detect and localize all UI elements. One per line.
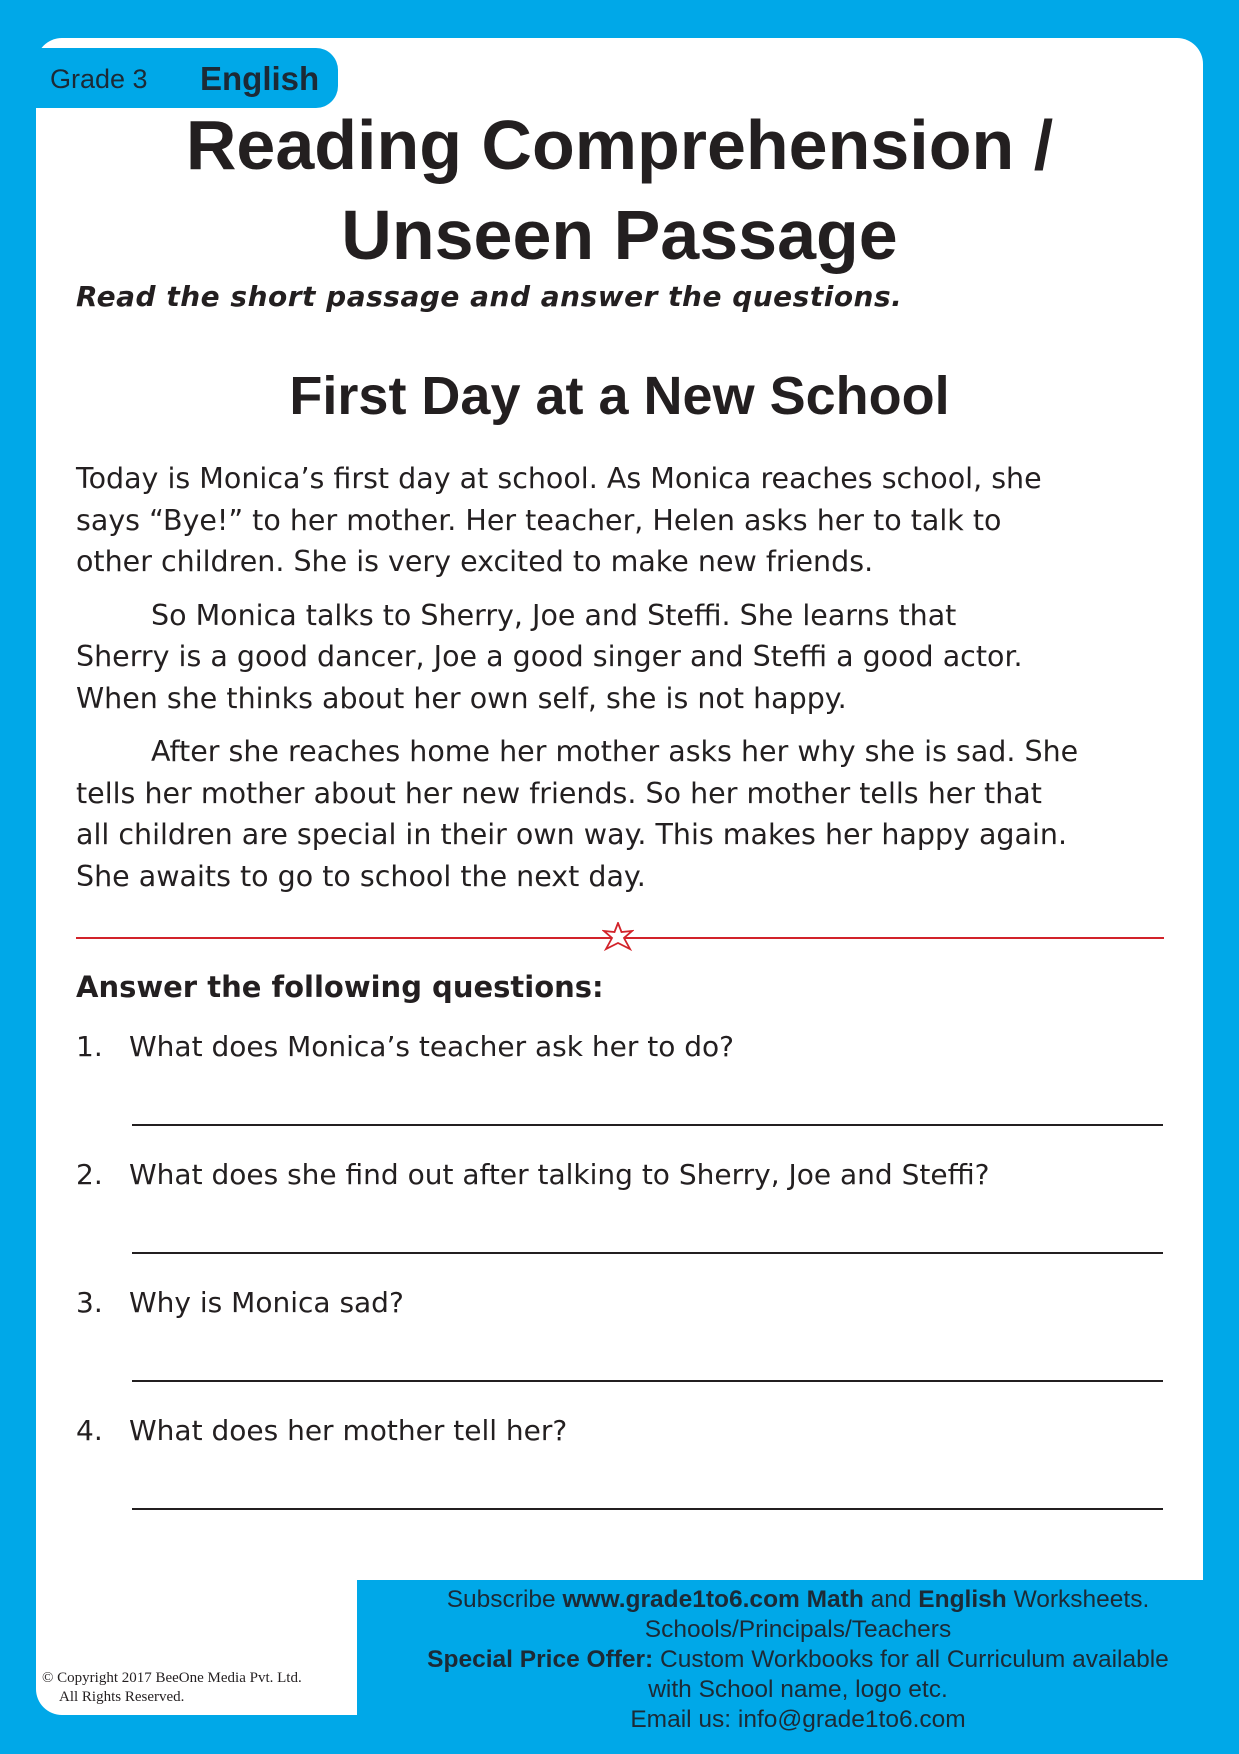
footer-fragment: English xyxy=(918,1586,1007,1613)
email-link[interactable]: Email us: info@grade1to6.com xyxy=(630,1706,966,1733)
footer-text xyxy=(357,1585,1239,1735)
question-text: What does she find out after talking to Sherry, Joe and Steffi? xyxy=(129,1158,990,1191)
passage-line: After she reaches home her mother asks her why she is sad. She xyxy=(151,735,1079,768)
instruction: Read the short passage and answer the questions. xyxy=(76,280,903,313)
footer-fragment: Worksheets. xyxy=(1006,1586,1150,1613)
question-text: What does her mother tell her? xyxy=(129,1414,568,1447)
copyright-line: All Rights Reserved. xyxy=(59,1689,185,1705)
passage-line: tells her mother about her new friends. So her mother tells her that xyxy=(76,776,1042,810)
question-text: What does Monica’s teacher ask her to do? xyxy=(129,1030,735,1063)
footer-fragment: Special Price Offer: xyxy=(427,1646,654,1673)
passage-line: When she thinks about her own self, she is not happy. xyxy=(76,681,847,715)
passage-line: So Monica talks to Sherry, Joe and Steffi. She learns that xyxy=(151,598,957,632)
question-number: 1. xyxy=(76,1030,103,1063)
paragraph xyxy=(76,595,1078,720)
question xyxy=(76,1414,567,1447)
passage-line: Today is Monica’s first day at school. As Monica reaches school, she xyxy=(76,462,1042,495)
question-number: 2. xyxy=(76,1158,103,1191)
answer-line[interactable] xyxy=(132,1252,1163,1254)
answer-line[interactable] xyxy=(132,1508,1163,1510)
question-number: 3. xyxy=(76,1286,103,1319)
story-title: First Day at a New School xyxy=(289,366,950,426)
website-link[interactable]: www.grade1to6.com Math xyxy=(562,1586,864,1613)
question-number: 4. xyxy=(76,1414,103,1447)
subject-label: English xyxy=(200,60,320,97)
passage-line: Sherry is a good dancer, Joe a good singer and Steffi a good actor. xyxy=(76,640,1023,673)
copyright-line: © Copyright 2017 BeeOne Media Pvt. Ltd. xyxy=(42,1670,302,1686)
passage-line: other children. She is very excited to make new friends. xyxy=(76,545,874,578)
title-line: Unseen Passage xyxy=(341,196,898,274)
page-title xyxy=(0,100,1239,280)
footer-line xyxy=(357,1645,1239,1675)
question-text: Why is Monica sad? xyxy=(129,1286,404,1319)
question xyxy=(76,1286,404,1319)
grade-label: Grade 3 xyxy=(50,64,148,94)
footer-line: Schools/Principals/Teachers xyxy=(644,1616,952,1643)
title-line: Reading Comprehension / xyxy=(185,106,1054,184)
passage-line: says “Bye!” to her mother. Her teacher, Helen asks her to talk to xyxy=(76,503,1002,537)
footer-fragment: and xyxy=(863,1586,919,1613)
footer-fragment: Subscribe xyxy=(446,1586,563,1613)
questions-heading: Answer the following questions: xyxy=(76,970,604,1004)
copyright xyxy=(42,1669,302,1707)
paragraph xyxy=(76,731,1078,897)
passage-line: She awaits to go to school the next day. xyxy=(76,859,646,893)
question xyxy=(76,1158,990,1191)
footer-line: with School name, logo etc. xyxy=(648,1676,948,1703)
question xyxy=(76,1030,734,1063)
passage-line: all children are special in their own way. This makes her happy again. xyxy=(76,818,1068,851)
passage xyxy=(76,458,1078,909)
answer-line[interactable] xyxy=(132,1380,1163,1382)
star-icon xyxy=(602,922,634,954)
paragraph xyxy=(76,458,1078,583)
footer-line xyxy=(357,1585,1239,1615)
answer-line[interactable] xyxy=(132,1124,1163,1126)
footer-fragment: Custom Workbooks for all Curriculum available xyxy=(653,1646,1169,1673)
